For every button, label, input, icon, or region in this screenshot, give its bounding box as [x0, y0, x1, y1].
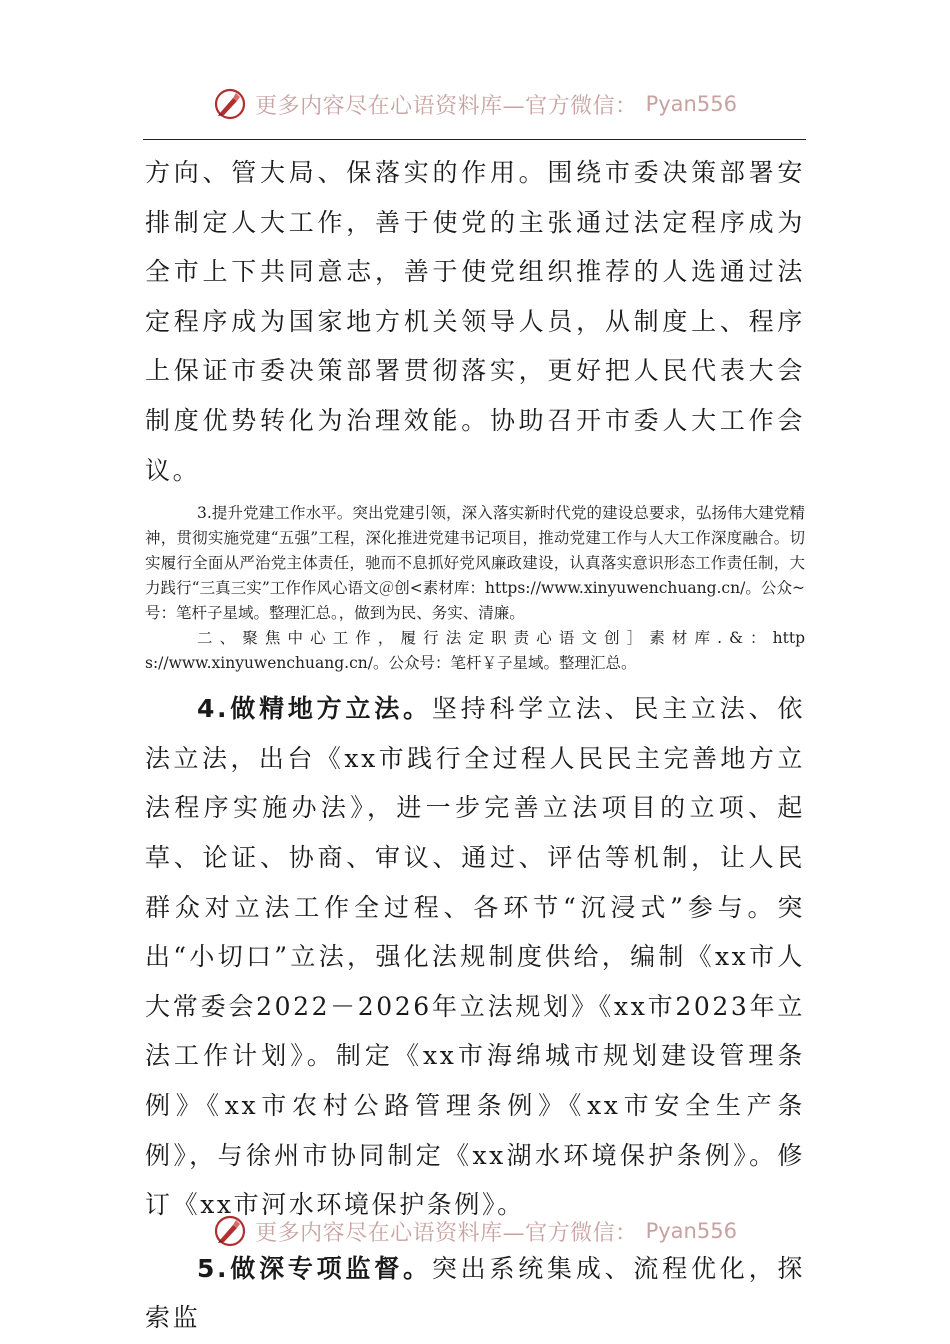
header-banner — [0, 84, 950, 124]
banner-contact: Pyan556 — [645, 1219, 737, 1243]
footer-banner — [0, 1211, 950, 1251]
paragraph-4 — [145, 684, 805, 1230]
banner-text: 更多内容尽在心语资料库—官方微信： — [255, 93, 638, 119]
document-body — [145, 148, 805, 1343]
banner-text: 更多内容尽在心语资料库—官方微信： — [255, 1220, 638, 1246]
paragraph-3 — [145, 626, 805, 676]
banner-contact: Pyan556 — [645, 92, 737, 116]
paragraph-4-body: 坚持科学立法、民主立法、依法立法，出台《xx市践行全过程人民民主完善地方立法程序实施办法》，进一步完善立法项目的立项、起草、论证、协商、审议、通过、评估等机制，让人民群众对立法工作全过程、各环节“沉浸式”参与。突出“小切口”立法，强化法规制度供给，编制《xx市人大常委会2022－2026年立法规划》《xx市2023年立法工作计划》。制定《xx市海绵城市规划建设管理条例》《xx市农村公路管理条例》《xx市安全生产条例》，与徐州市协同制定《xx湖水环境保护条例》。修订《xx市河水环境保护条例》。 — [145, 694, 805, 1220]
paragraph-5-title: 5.做深专项监督。 — [197, 1253, 432, 1283]
pen-logo-icon — [213, 87, 247, 121]
paragraph-3-heading: 二、聚焦中心工作，履行法定职责心语文创］素材库.&： — [197, 629, 773, 648]
pen-logo-icon — [213, 1214, 247, 1248]
paragraph-3-url: https://www.xinyuwenchuang.cn/。公众号：笔杆￥子星域。整理汇总。 — [145, 629, 805, 673]
paragraph-2: 3.提升党建工作水平。突出党建引领，深入落实新时代党的建设总要求，弘扬伟大建党精神，贯彻实施党建“五强”工程，深化推进党建书记项目，推动党建工作与人大工作深度融合。切实履行全面从严治党主体责任，驰而不息抓好党风廉政建设，认真落实意识形态工作责任制，大力践行“三真三实”工作作风心语文＠创<素材库：https://www.xinyuwenchuang.cn/。公众~号：笔杆子星域。整理汇总。，做到为民、务实、清廉。 — [145, 504, 805, 623]
paragraph-1: 方向、管大局、保落实的作用。围绕市委决策部署安排制定人大工作，善于使党的主张通过法定程序成为全市上下共同意志，善于使党组织推荐的人选通过法定程序成为国家地方机关领导人员，从制度上、程序上保证市委决策部署贯彻落实，更好把人民代表大会制度优势转化为治理效能。协助召开市委人大工作会议。 — [145, 158, 805, 485]
paragraph-4-title: 4.做精地方立法。 — [197, 694, 432, 724]
header-divider — [143, 139, 806, 140]
paragraph-5-body: 突出系统集成、流程优化，探索监 — [145, 1253, 805, 1333]
paragraph-5 — [145, 1244, 805, 1343]
